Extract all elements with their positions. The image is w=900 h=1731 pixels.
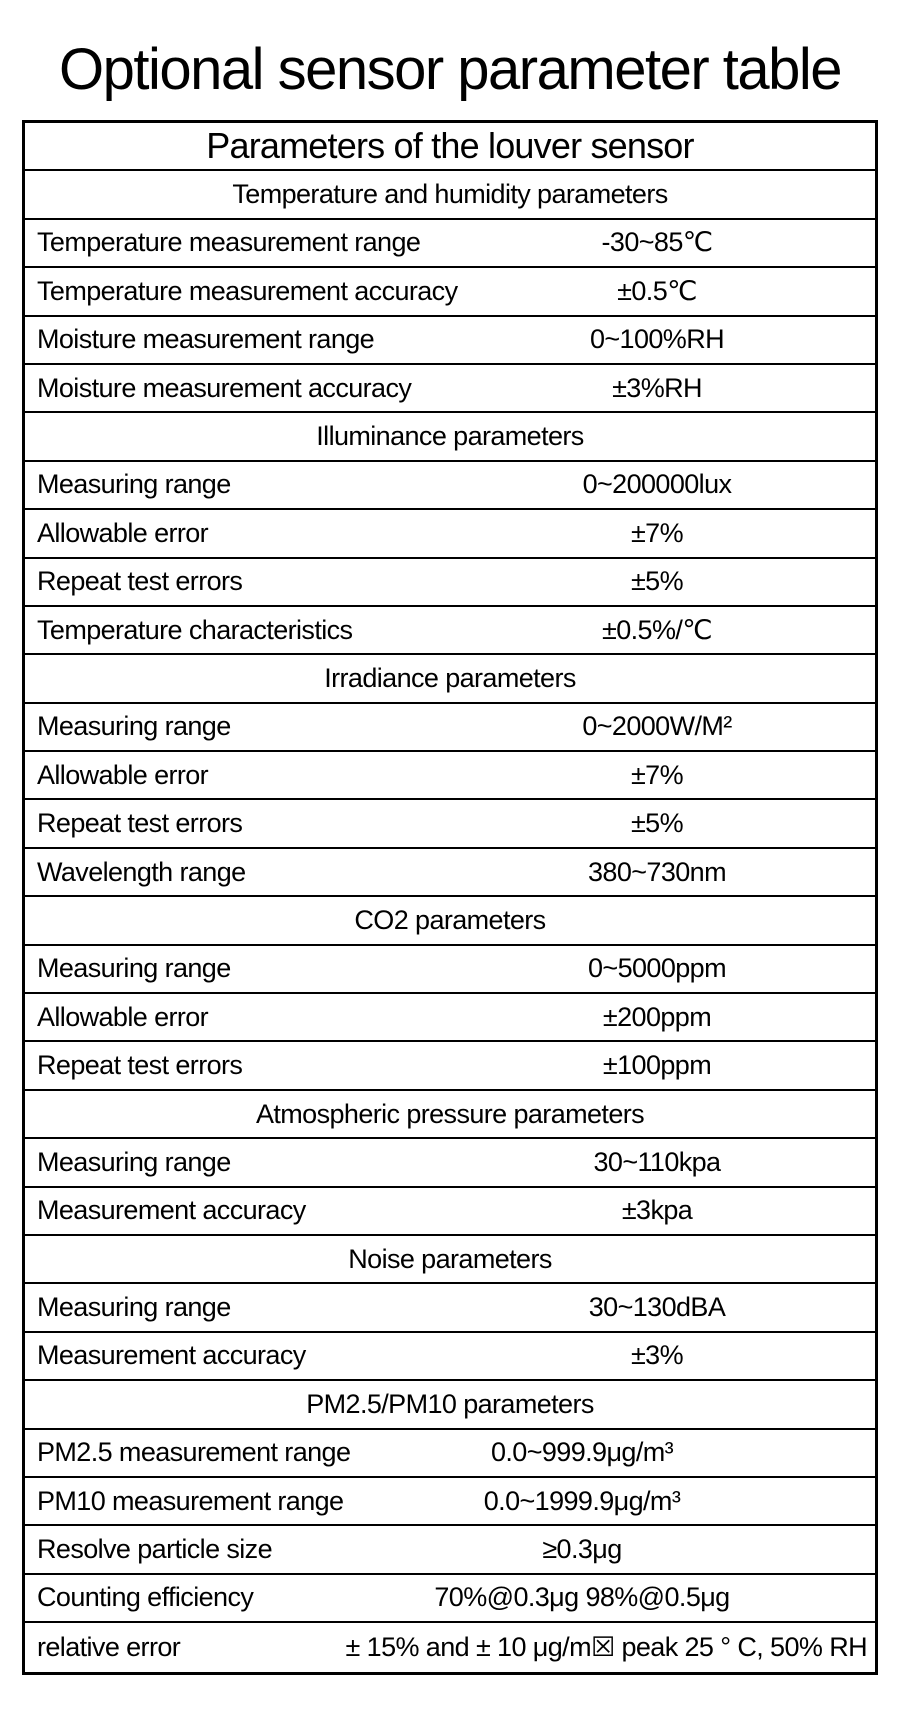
- table-row: [25, 268, 875, 316]
- parameter-name: Temperature measurement accuracy: [37, 275, 458, 306]
- table-row: [25, 1042, 875, 1090]
- parameter-value: ±7%: [630, 759, 684, 790]
- table-row: [25, 317, 875, 365]
- parameter-name: PM10 measurement range: [37, 1485, 344, 1516]
- table-row: [25, 1284, 875, 1332]
- table-row: [25, 1139, 875, 1187]
- table-row: [25, 510, 875, 558]
- table-row: [25, 1623, 875, 1671]
- section-header: Temperature and humidity parameters: [25, 171, 875, 219]
- table-row: [25, 462, 875, 510]
- parameter-value: ±3%: [630, 1340, 684, 1371]
- table-row: [25, 752, 875, 800]
- parameter-value: 0.0~999.9μg/m³: [490, 1437, 674, 1468]
- table-row: [25, 1575, 875, 1623]
- table-row: [25, 1478, 875, 1526]
- table-row: [25, 704, 875, 752]
- parameter-name: Measuring range: [37, 1292, 231, 1323]
- section-header: CO2 parameters: [25, 897, 875, 945]
- parameter-value: ± 15% and ± 10 μg/m☒ peak 25 ° C, 50% RH: [345, 1631, 867, 1662]
- table-row: [25, 1333, 875, 1381]
- parameter-value: 30~130dBA: [588, 1292, 726, 1323]
- table-row: [25, 220, 875, 268]
- parameter-value: -30~85℃: [601, 227, 713, 258]
- parameter-name: Measuring range: [37, 469, 231, 500]
- section-header: Irradiance parameters: [25, 655, 875, 703]
- table-row: [25, 559, 875, 607]
- parameter-value: 380~730nm: [588, 856, 726, 887]
- parameter-value: 0~2000W/M²: [582, 711, 732, 742]
- table-header: Parameters of the louver sensor: [25, 123, 875, 171]
- parameter-name: Repeat test errors: [37, 566, 243, 597]
- page-title: Optional sensor parameter table: [58, 37, 842, 102]
- table-row: [25, 1188, 875, 1236]
- table-row: [25, 800, 875, 848]
- table-row: [25, 607, 875, 655]
- parameter-name: relative error: [37, 1631, 181, 1662]
- parameter-name: Wavelength range: [37, 856, 246, 887]
- parameter-value: 30~110kpa: [593, 1146, 721, 1177]
- parameter-name: Moisture measurement accuracy: [37, 372, 412, 403]
- parameter-name: PM2.5 measurement range: [37, 1437, 351, 1468]
- parameter-name: Repeat test errors: [37, 1050, 243, 1081]
- parameter-name: Resolve particle size: [37, 1534, 273, 1565]
- table-row: [25, 365, 875, 413]
- parameter-value: ±200ppm: [602, 1001, 712, 1032]
- parameter-value: 0.0~1999.9μg/m³: [483, 1485, 681, 1516]
- parameter-name: Counting efficiency: [37, 1582, 254, 1613]
- parameter-name: Moisture measurement range: [37, 324, 375, 355]
- parameter-name: Allowable error: [37, 517, 209, 548]
- section-header: PM2.5/PM10 parameters: [25, 1381, 875, 1429]
- parameter-name: Temperature measurement range: [37, 227, 421, 258]
- parameter-name: Measurement accuracy: [37, 1340, 306, 1371]
- parameter-value: ±3%RH: [612, 372, 702, 403]
- parameter-name: Measuring range: [37, 953, 231, 984]
- section-header: Atmospheric pressure parameters: [25, 1091, 875, 1139]
- table-row: [25, 946, 875, 994]
- parameter-value: ±100ppm: [602, 1050, 712, 1081]
- parameter-name: Measuring range: [37, 711, 231, 742]
- table-row: [25, 849, 875, 897]
- parameter-value: ±7%: [630, 517, 684, 548]
- parameter-name: Measurement accuracy: [37, 1195, 306, 1226]
- parameter-name: Allowable error: [37, 759, 209, 790]
- parameter-value: ±5%: [630, 566, 684, 597]
- section-header: Illuminance parameters: [25, 413, 875, 461]
- parameter-name: Allowable error: [37, 1001, 209, 1032]
- parameter-value: ≥0.3μg: [542, 1534, 622, 1565]
- parameter-name: Measuring range: [37, 1146, 231, 1177]
- parameter-value: ±5%: [630, 808, 684, 839]
- parameter-name: Temperature characteristics: [37, 614, 353, 645]
- table-row: [25, 994, 875, 1042]
- parameter-name: Repeat test errors: [37, 808, 243, 839]
- section-header: Noise parameters: [25, 1236, 875, 1284]
- parameter-value: 0~200000lux: [582, 469, 732, 500]
- parameter-table: [22, 120, 878, 1675]
- table-row: [25, 1430, 875, 1478]
- parameter-value: ±0.5%/℃: [602, 614, 712, 645]
- parameter-value: ±0.5℃: [617, 275, 697, 306]
- parameter-value: 0~100%RH: [589, 324, 725, 355]
- parameter-value: ±3kpa: [621, 1195, 693, 1226]
- parameter-value: 70%@0.3μg 98%@0.5μg: [434, 1582, 730, 1613]
- table-row: [25, 1526, 875, 1574]
- parameter-value: 0~5000ppm: [588, 953, 726, 984]
